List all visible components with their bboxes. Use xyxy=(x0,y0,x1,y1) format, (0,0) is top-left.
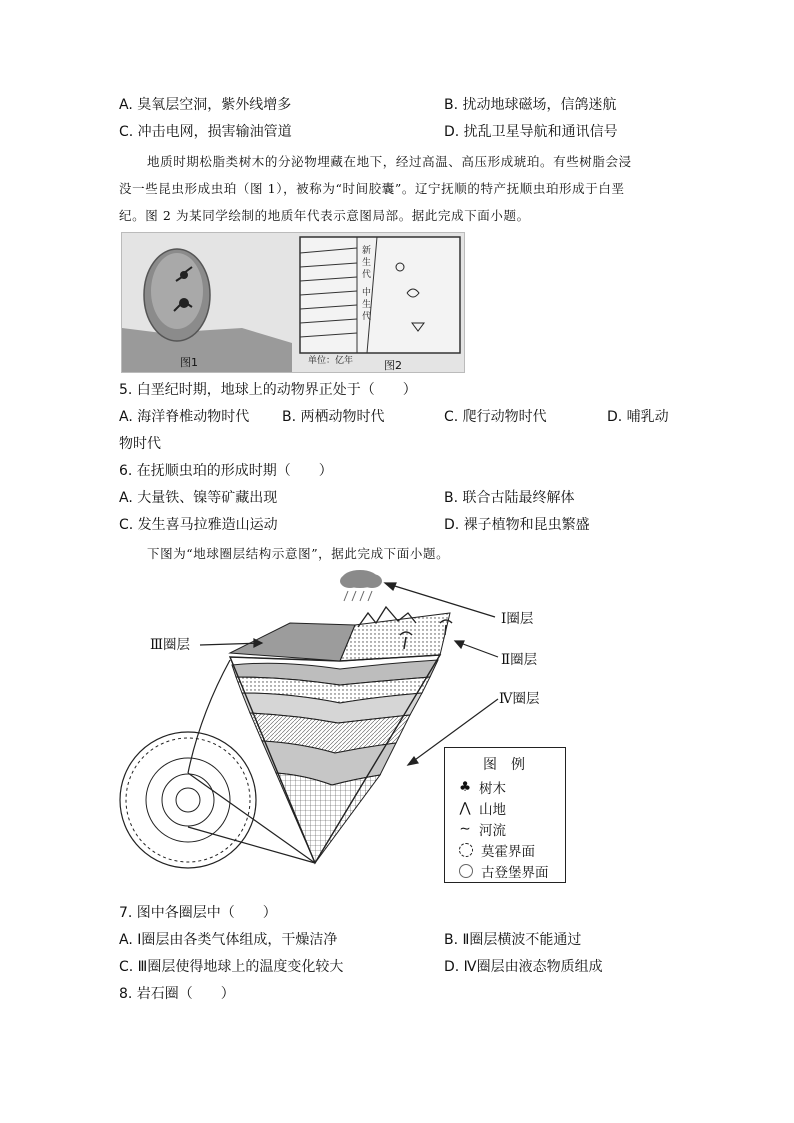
q5-option-b: B. 两栖动物时代 xyxy=(282,409,385,425)
q4-option-c: C. 冲击电网，损害输油管道 xyxy=(119,124,292,140)
layer-3-label: Ⅲ圈层 xyxy=(150,637,191,653)
crust-mantle-wedge xyxy=(230,655,440,863)
q5-option-a: A. 海洋脊椎动物时代 xyxy=(119,409,250,425)
q6-option-a: A. 大量铁、镍等矿藏出现 xyxy=(119,490,278,506)
era-char-2: 生 xyxy=(362,258,372,268)
amber-figure-photo xyxy=(121,232,465,373)
surface-block xyxy=(230,607,452,661)
era-char-3: 代 xyxy=(362,270,372,280)
fig2-caption: 图2 xyxy=(384,359,402,372)
era-char-1: 新 xyxy=(362,246,372,256)
era-char-5: 生 xyxy=(362,300,372,310)
layer-2-label: Ⅱ圈层 xyxy=(501,652,538,668)
era-char-4: 中 xyxy=(362,288,372,298)
passage1-line2: 没一些昆虫形成虫珀（图 1），被称为“时间胶囊”。辽宁抚顺的特产抚顺虫珀形成于白垩 xyxy=(119,181,625,196)
layer-4-label: Ⅳ圈层 xyxy=(499,691,540,707)
q4-option-a: A. 臭氧层空洞，紫外线增多 xyxy=(119,97,292,113)
q5-option-d-continued: 物时代 xyxy=(119,436,161,452)
cloud-icon xyxy=(340,570,382,601)
legend-item-moho xyxy=(457,840,535,860)
q4-option-b: B. 扰动地球磁场，信鸽迷航 xyxy=(444,97,617,113)
gutenberg-boundary-icon xyxy=(459,864,473,878)
era-char-6: 代 xyxy=(362,312,372,322)
q6-option-d: D. 裸子植物和昆虫繁盛 xyxy=(444,517,590,533)
q4-option-d: D. 扰乱卫星导航和通讯信号 xyxy=(444,124,618,140)
legend-item-river xyxy=(457,819,506,839)
land-surface xyxy=(340,613,450,661)
legend-item-mountain xyxy=(457,798,506,818)
legend-label-moho: 莫霍界面 xyxy=(481,844,535,860)
q6-stem: 6. 在抚顺虫珀的形成时期（ ） xyxy=(119,463,333,479)
globe-section xyxy=(120,732,256,868)
river-icon: ∼ xyxy=(459,821,471,837)
fig2-footer: 单位：亿年 xyxy=(308,356,354,366)
legend-item-gutenberg xyxy=(457,861,549,881)
tree-icon: ♣ xyxy=(458,779,472,795)
legend-label-tree: 树木 xyxy=(479,781,506,797)
q7-option-a: A. Ⅰ圈层由各类气体组成，干燥洁净 xyxy=(119,932,338,948)
q7-option-d: D. Ⅳ圈层由液态物质组成 xyxy=(444,959,603,975)
q5-stem: 5. 白垩纪时期，地球上的动物界正处于（ ） xyxy=(119,382,417,398)
moho-boundary-icon xyxy=(459,843,473,857)
amber-figure-illustration xyxy=(122,233,464,372)
q7-option-c: C. Ⅲ圈层使得地球上的温度变化较大 xyxy=(119,959,344,975)
passage1-line3: 纪。图 2 为某同学绘制的地质年代表示意图局部。据此完成下面小题。 xyxy=(119,208,530,223)
layer-1-label: Ⅰ圈层 xyxy=(501,611,534,627)
fig1-caption: 图1 xyxy=(180,356,198,369)
q5-option-c: C. 爬行动物时代 xyxy=(444,409,547,425)
q5-option-d: D. 哺乳动 xyxy=(607,409,669,425)
legend-title: 图 例 xyxy=(483,757,525,773)
q7-stem: 7. 图中各圈层中（ ） xyxy=(119,905,277,921)
mountain-icon: ⋀ xyxy=(459,800,471,816)
legend-item-tree xyxy=(457,777,506,797)
q6-option-b: B. 联合古陆最终解体 xyxy=(444,490,575,506)
ocean-surface xyxy=(230,623,355,661)
passage2: 下图为“地球圈层结构示意图”，据此完成下面小题。 xyxy=(147,546,450,561)
legend-label-gutenberg: 古登堡界面 xyxy=(481,865,549,881)
legend-label-river: 河流 xyxy=(479,823,506,839)
diagram-legend xyxy=(444,747,566,883)
q7-option-b: B. Ⅱ圈层横波不能通过 xyxy=(444,932,582,948)
q8-stem: 8. 岩石圈（ ） xyxy=(119,986,235,1002)
q6-option-c: C. 发生喜马拉雅造山运动 xyxy=(119,517,278,533)
legend-label-mountain: 山地 xyxy=(479,802,506,818)
passage1-line1: 地质时期松脂类树木的分泌物埋藏在地下，经过高温、高压形成琥珀。有些树脂会浸 xyxy=(147,154,632,169)
